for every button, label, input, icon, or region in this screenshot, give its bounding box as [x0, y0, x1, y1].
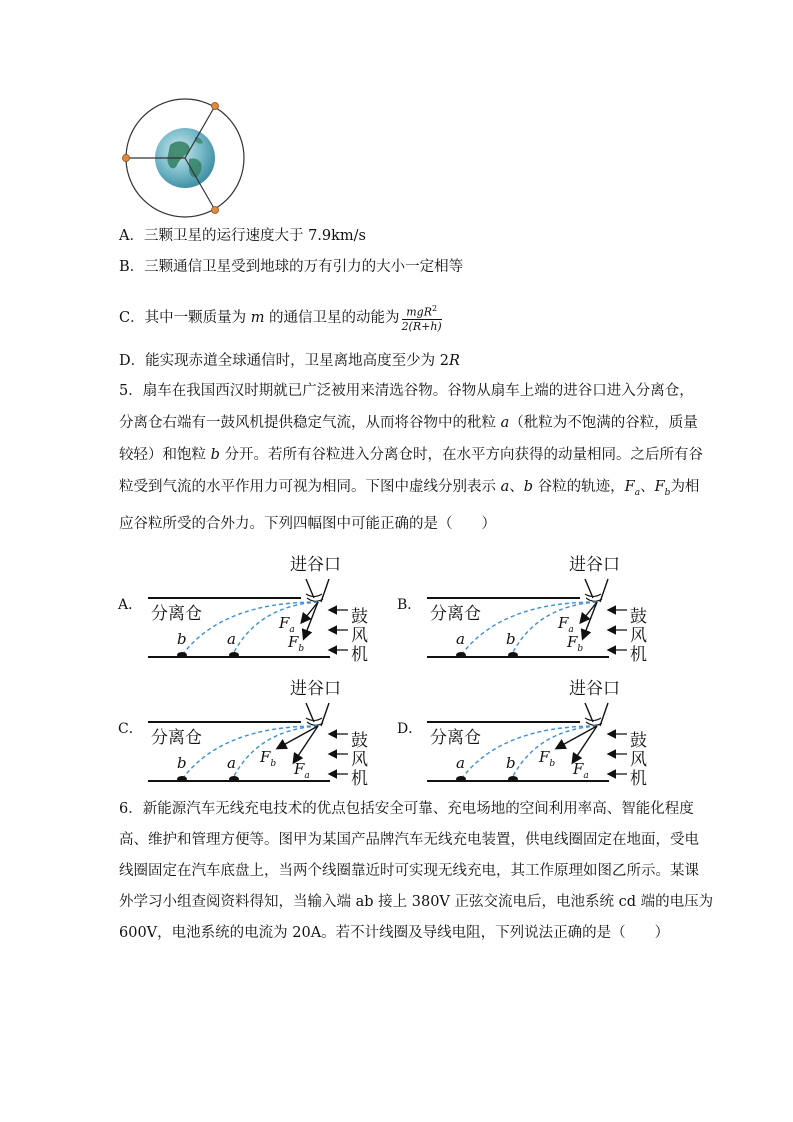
- q6-line-2: 高、维护和管理方便等。图甲为某国产品牌汽车无线充电装置，供电线圈固定在地面，受电: [119, 832, 699, 848]
- grain-label: b: [506, 630, 516, 648]
- chamber-label: 分离仓: [430, 604, 481, 624]
- diagram-option-label: B．: [397, 597, 422, 613]
- blower-label: 机: [351, 769, 368, 789]
- inlet-label: 进谷口: [290, 679, 341, 699]
- grain-label: a: [456, 630, 465, 648]
- q6-line-3: 线圈固定在汽车底盘上，当两个线圈靠近时可实现无线充电，其工作原理如图乙所示。某课: [119, 863, 699, 879]
- q5-line-3: 较轻）和饱粒 b 分开。若所有谷粒进入分离仓时，在水平方向获得的动量相同。之后所有谷: [119, 447, 704, 463]
- option-a: A．三颗卫星的运行速度大于 7.9km/s: [119, 228, 367, 244]
- satellite-marker: [212, 103, 219, 110]
- diagram-option-label: D．: [397, 721, 423, 737]
- grain-label: a: [456, 754, 465, 772]
- grain-label: a: [227, 754, 236, 772]
- force-label: $F_a$: [573, 760, 589, 781]
- blower-label: 风: [351, 626, 368, 646]
- force-label: $F_a$: [279, 614, 295, 635]
- force-label: $F_b$: [260, 748, 277, 769]
- option-c: C．其中一颗质量为 m 的通信卫星的动能为 $\frac{mgR^2}{2(R+h)}$: [119, 304, 442, 333]
- diagram-option-label: C．: [118, 721, 143, 737]
- grain-label: b: [177, 754, 187, 772]
- blower-label: 鼓: [351, 731, 368, 751]
- force-label: $F_a$: [294, 760, 310, 781]
- grain-label: b: [506, 754, 516, 772]
- q5-line-1: 5．扇车在我国西汉时期就已广泛被用来清选谷物。谷物从扇车上端的进谷口进入分离仓，: [119, 383, 694, 399]
- q6-line-4: 外学习小组查阅资料得知，当输入端 ab 接上 380V 正弦交流电后，电池系统 cd 端的电压为: [119, 894, 714, 910]
- chamber-label: 分离仓: [151, 728, 202, 748]
- option-b: B．三颗通信卫星受到地球的万有引力的大小一定相等: [119, 259, 464, 275]
- q5-line-4: 粒受到气流的水平作用力可视为相同。下图中虚线分别表示 a、b 谷粒的轨迹，$F_a$、$F_b$为相: [119, 479, 700, 498]
- kinetic-energy-fraction: $\frac{mgR^2}{2(R+h)}$: [401, 304, 442, 333]
- q6-line-1: 6．新能源汽车无线充电技术的优点包括安全可靠、充电场地的空间利用率高、智能化程度: [119, 801, 694, 817]
- grain-label: b: [177, 630, 187, 648]
- blower-label: 机: [630, 645, 647, 665]
- grain-label: a: [227, 630, 236, 648]
- q5-line-5: 应谷粒所受的合外力。下列四幅图中可能正确的是（ ）: [119, 516, 496, 532]
- satellite-marker: [212, 207, 219, 214]
- blower-label: 机: [630, 769, 647, 789]
- blower-label: 风: [630, 750, 647, 770]
- blower-label: 机: [351, 645, 368, 665]
- blower-label: 风: [630, 626, 647, 646]
- option-d: D．能实现赤道全球通信时，卫星离地高度至少为 2R: [119, 353, 460, 369]
- inlet-label: 进谷口: [290, 555, 341, 575]
- q5-line-2: 分离仓右端有一鼓风机提供稳定气流，从而将谷物中的秕粒 a（秕粒为不饱满的谷粒，质量: [119, 415, 698, 431]
- diagram-option-label: A．: [118, 597, 143, 613]
- satellite-orbit-figure: [115, 97, 255, 222]
- blower-label: 鼓: [630, 607, 647, 627]
- q6-line-5: 600V，电池系统的电流为 20A。若不计线圈及导线电阻，下列说法正确的是（ ）: [119, 925, 670, 941]
- force-label: $F_a$: [558, 614, 574, 635]
- force-label: $F_b$: [288, 633, 305, 654]
- blower-label: 鼓: [630, 731, 647, 751]
- inlet-label: 进谷口: [569, 679, 620, 699]
- force-label: $F_b$: [539, 748, 556, 769]
- satellite-marker: [123, 155, 130, 162]
- blower-label: 风: [351, 750, 368, 770]
- blower-label: 鼓: [351, 607, 368, 627]
- force-label: $F_b$: [567, 633, 584, 654]
- chamber-label: 分离仓: [430, 728, 481, 748]
- inlet-label: 进谷口: [569, 555, 620, 575]
- chamber-label: 分离仓: [151, 604, 202, 624]
